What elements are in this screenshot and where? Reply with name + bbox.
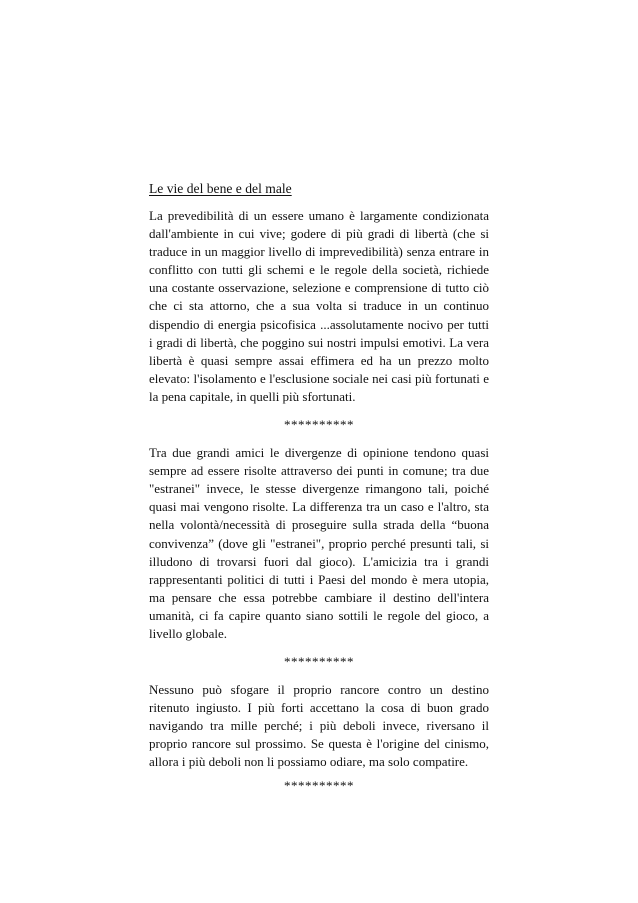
paragraph-2: Tra due grandi amici le divergenze di opinione tendono quasi sempre ad essere risolte attraverso dei punti in comune; tra due "estranei" invece, le stesse divergenze rimangono tali, poiché quasi mai vengono risolte. La differenza tra un caso e l'altro, sta nella volontà/necessità di proseguire sulla strada della “buona convivenza” (dove gli "estranei", proprio perché presunti tali, si illudono di trovarsi fuori dal gioco). L'amicizia tra i grandi rappresentanti politici di tutti i Paesi del mondo è mera utopia, ma pensare che essa potrebbe cambiare il destino dell'intera umanità, ci fa capire quanto siano sottili le regole del gioco, a livello globale. <box>149 445 489 641</box>
paragraph-3: Nessuno può sfogare il proprio rancore contro un destino ritenuto ingiusto. I più forti accettano la cosa di buon grado navigando tra mille perché; i più deboli invece, riversano il proprio rancore sul prossimo. Se questa è l'origine del cinismo, allora i più deboli non li possiamo odiare, ma solo compatire. <box>149 682 489 770</box>
section-separator: ********** <box>284 417 354 433</box>
section-separator: ********** <box>284 654 354 670</box>
document-body <box>149 180 489 795</box>
document-title: Le vie del bene e del male <box>149 181 292 196</box>
paragraph-1: La prevedibilità di un essere umano è largamente condizionata dall'ambiente in cui vive; godere di più gradi di libertà (che si traduce in un maggior livello di imprevedibilità) senza entrare in conflitto con tutti gli schemi e le regole della società, richiede una costante osservazione, selezione e comprensione di tutto ciò che ci sta attorno, che a sua volta si traduce in un continuo dispendio di energia psicofisica ...assolutamente nocivo per tutti i gradi di libertà, che poggino sui nostri impulsi emotivi. La vera libertà è quasi sempre assai effimera ed ha un prezzo molto elevato: l'isolamento e l'esclusione sociale nei casi più fortunati e la pena capitale, in quelli più sfortunati. <box>149 208 489 404</box>
section-separator: ********** <box>284 777 354 793</box>
